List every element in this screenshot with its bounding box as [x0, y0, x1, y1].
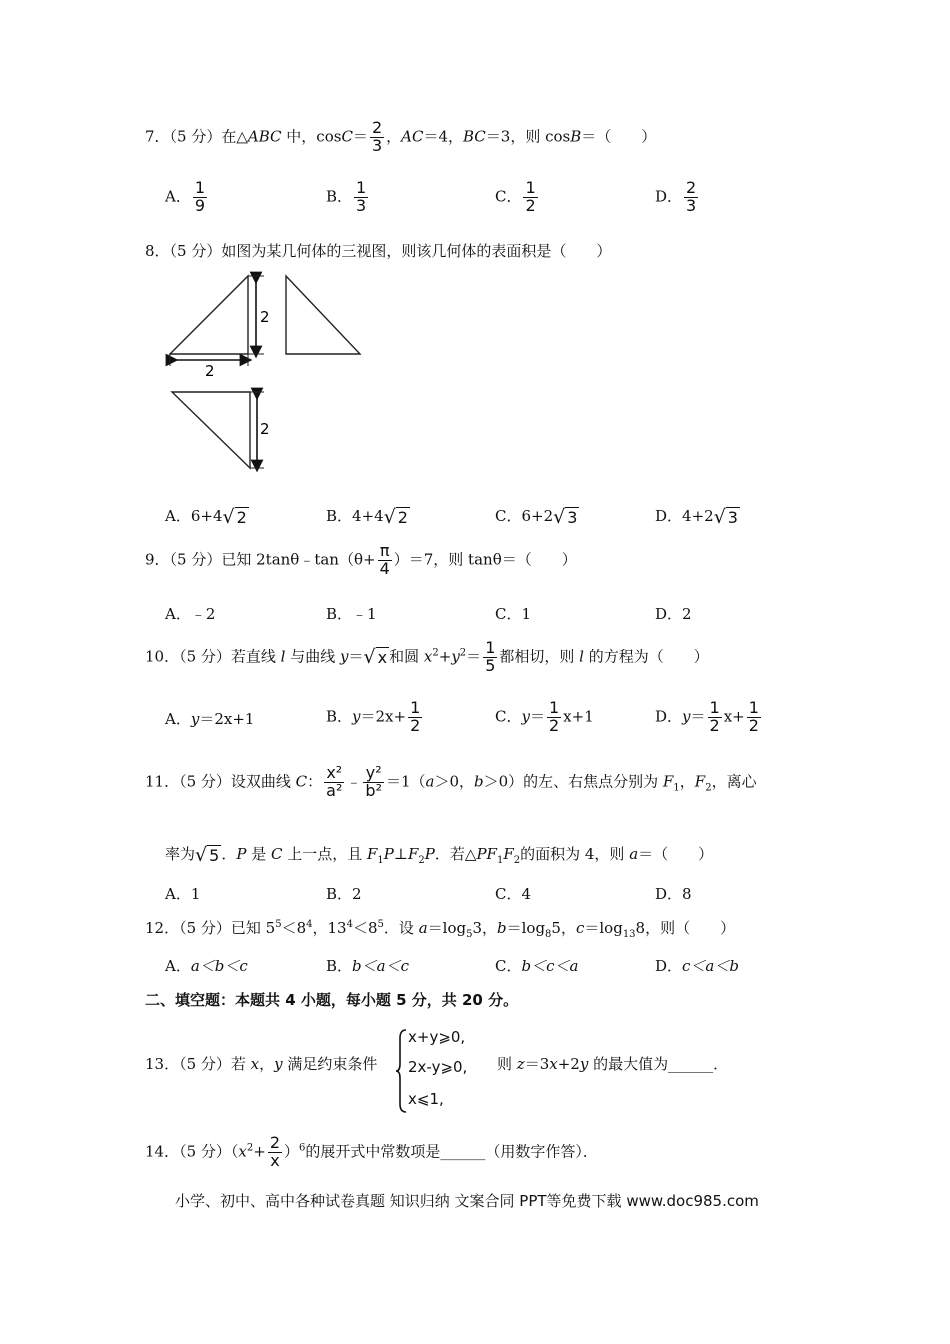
- answer-blank: ______: [440, 1142, 486, 1161]
- q7-fraction: $\frac{2}{3}$: [371, 118, 383, 155]
- constraint-brace: [396, 1028, 408, 1114]
- q11-option-d: D．8: [655, 885, 692, 903]
- q7-option-d: D． $\frac{2}{3}$: [655, 178, 697, 215]
- q8-option-b: B．4+4√ 2: [326, 506, 408, 528]
- q12-option-c: C．b＜c＜a: [495, 957, 579, 975]
- q9-stem: 9．（5 分）已知 2tanθ﹣tan（θ+ $\frac{\pi}{4}$ ）＝7，则 tanθ＝（ ）: [145, 541, 577, 578]
- q14-stem: 14．（5 分）（$x^2+$ $\frac{2}{x}$ ）$^6$的展开式中常数项是______（用数字作答）．: [145, 1133, 598, 1170]
- front-width-label: 2: [205, 362, 215, 380]
- q7-option-b: B． $\frac{1}{3}$: [326, 178, 367, 215]
- top-view-triangle: [172, 392, 250, 468]
- q7-option-c: C． $\frac{1}{2}$: [495, 178, 536, 215]
- answer-blank: ______: [668, 1055, 714, 1073]
- q10-option-d: D．y＝ $\frac{1}{2}$ x+ $\frac{1}{2}$: [655, 698, 759, 735]
- three-view-diagram: [160, 270, 380, 480]
- q9-option-a: A．﹣2: [165, 605, 216, 623]
- q8-option-c: C．6+2√ 3: [495, 506, 578, 528]
- q9-option-c: C．1: [495, 605, 532, 623]
- front-view-triangle: [170, 276, 248, 354]
- front-height-label: 2: [260, 308, 270, 326]
- q7-option-a: A． $\frac{1}{9}$: [165, 178, 206, 215]
- q8-stem: 8．（5 分）如图为某几何体的三视图，则该几何体的表面积是（ ）: [145, 242, 612, 260]
- q11-stem-line2: 率为√ 5 ．P 是 C 上一点，且 $F_1P\perp F_2P$．若$\triangle PF_1F_2$的面积为 4，则 a＝（ ）: [165, 844, 714, 866]
- q10-stem: 10．（5 分）若直线 l 与曲线 y＝√ x 和圆 $x^2+y^2=$ $\frac{1}{5}$ 都相切，则 l 的方程为（ ）: [145, 638, 709, 675]
- q11-option-a: A．1: [165, 885, 201, 903]
- q8-option-a: A．6+4√ 2: [165, 506, 247, 528]
- q7-stem: 7．（5 分）在△ABC 中，cosC＝ $\frac{2}{3}$ ，AC＝4，BC＝3，则 cosB＝（ ）: [145, 118, 657, 155]
- q13-stem-right: 则 z＝3x+2y 的最大值为______．: [497, 1055, 729, 1073]
- q11-option-b: B．2: [326, 885, 362, 903]
- q13-stem-left: 13．（5 分）若 x，y 满足约束条件: [145, 1055, 378, 1073]
- q10-option-b: B．y＝2x+ $\frac{1}{2}$: [326, 698, 421, 735]
- q11-stem-line1: 11．（5 分）设双曲线 C： $\frac{\text{x²}}{\text{a²}}$ ﹣ $\frac{\text{y²}}{\text{b²}}$ ＝1（a＞0，b＞0）的左、右焦点分别为 $F_1$，$F_2$，离心: [145, 763, 757, 800]
- q12-option-a: A．a＜b＜c: [165, 957, 248, 975]
- q11-option-c: C．4: [495, 885, 532, 903]
- side-view-triangle: [286, 276, 360, 354]
- q12-option-d: D．c＜a＜b: [655, 957, 739, 975]
- q10-option-c: C．y＝ $\frac{1}{2}$ x+1: [495, 698, 594, 735]
- q8-option-d: D．4+2√ 3: [655, 506, 738, 528]
- q12-option-b: B．b＜a＜c: [326, 957, 409, 975]
- top-height-label: 2: [260, 420, 270, 438]
- q12-stem: 12．（5 分）已知 $5^5<8^4$，$13^4<8^5$．设 $a=\log_53$，$b=\log_85$，$c=\log_{13}8$，则（ ）: [145, 919, 736, 940]
- q9-option-b: B．﹣1: [326, 605, 377, 623]
- q10-option-a: A．y＝2x+1: [165, 710, 255, 728]
- q9-option-d: D．2: [655, 605, 692, 623]
- page-footer: 小学、初中、高中各种试卷真题 知识归纳 文案合同 PPT等免费下载 www.doc985.com: [175, 1192, 759, 1210]
- section-heading: 二、填空题：本题共 4 小题，每小题 5 分，共 20 分。: [145, 991, 519, 1009]
